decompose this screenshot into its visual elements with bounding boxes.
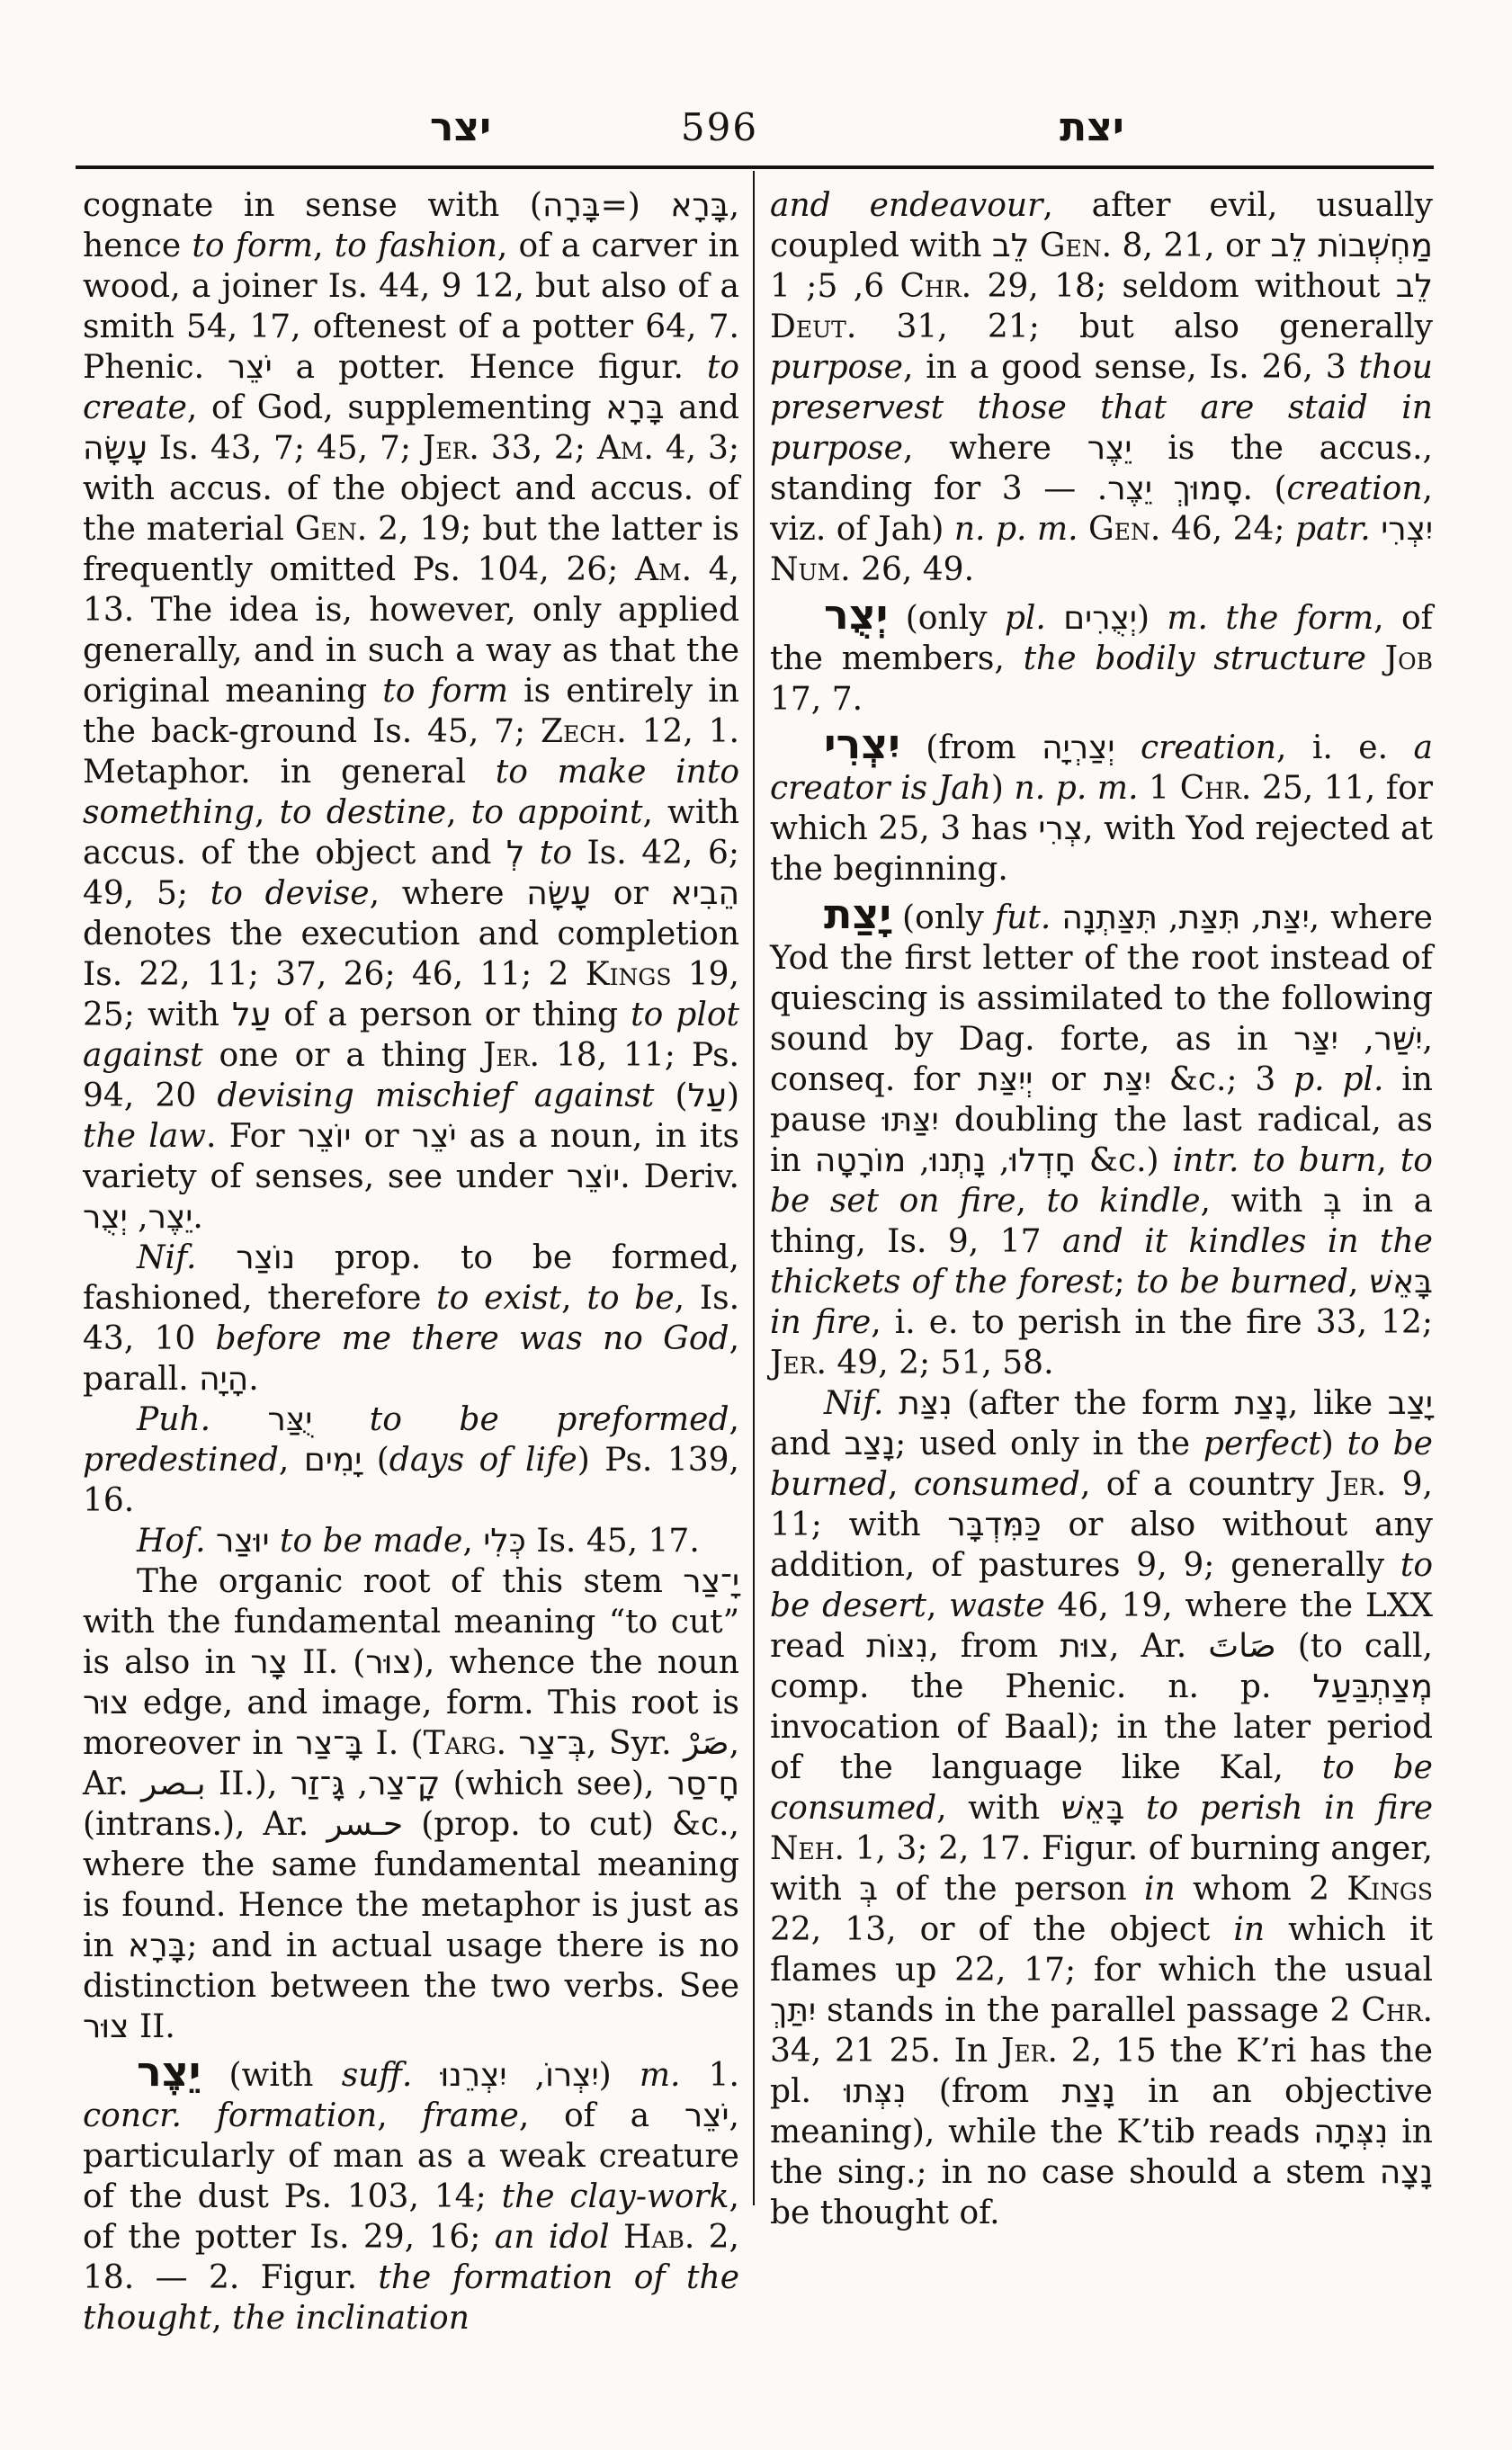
paragraph-continuation: cognate in sense with בָּרָא (=בָּרָה), hence to form, to fashion, of a carver in wood, a joiner Is. 44, 9 12, but also of a smith 54, 17, oftenest of a potter 64, 7. Phenic. יֹצֵר a potter. Hence figur. to create, of God, supplementing בָּרָא and עָשָׂה Is. 43, 7; 45, 7; Jer. 33, 2; Am. 4, 3; with accus. of the object and accus. of the material Gen. 2, 19; but the latter is frequently omitted Ps. 104, 26; Am. 4, 13. The idea is, however, only applied generally, and in such a way as that the original meaning to form is entirely in the back-ground Is. 45, 7; Zech. 12, 1. Metaphor. in general to make into something, to destine, to appoint, with accus. of the object and לְ to Is. 42, 6; 49, 5; to devise, where עָשָׂה or הֵבִיא denotes the execution and completion Is. 22, 11; 37, 26; 46, 11; 2 Kings 19, 25; with עַל of a person or thing to plot against one or a thing Jer. 18, 11; Ps. 94, 20 devising mischief against (עַל) the law. For יוֹצֵר or יֹצֵר as a noun, in its variety of senses, see under יוֹצֵר. Deriv. יֵצֶר, יְצֻר. <box>83 187 740 1236</box>
left-column <box>83 185 739 2338</box>
paragraph-pual: Puh. יֻצַּר to be preformed, predestined, יָמִים (days of life) Ps. 139, 16. <box>83 1401 739 1519</box>
running-head <box>0 101 1512 164</box>
paragraph-hophal: Hof. יוּצַר to be made, כְּלִי Is. 45, 17. <box>137 1523 700 1560</box>
paragraph-niphal-yatsath: Nif. נִצַּת (after the form נָצַת, like יָצַב and נָצַב; used only in the perfect) to be burned, consumed, of a country Jer. 9, 11; with כַּמִּדְבָּר or also without any addition, of pastures 9, 9; generally to be desert, waste 46, 19, where the LXX read נִצּוֹת, from צוּת, Ar. صَاتَ (to call, comp. the Phenic. n. p. מְצַתְבַּעַל invocation of Baal); in the later period of the language like Kal, to be consumed, with בָּאֵשׁ to perish in fire Neh. 1, 3; 2, 17. Figur. of burning anger, with בְּ of the person in whom 2 Kings 22, 13, or of the object in which it flames up 22, 17; for which the usual יִתַּךְ stands in the parallel passage 2 Chr. 34, 21 25. In Jer. 2, 15 the K’ri has the pl. נִצְּתוּ (from נָצַת in an objective meaning), while the K’tib reads נִצְּתָה in the sing.; in no case should a stem נָצָה be thought of. <box>770 1385 1434 2231</box>
entry-paragraph-yetser: יֵצֶר (with suff. יִצְרוֹ, יִצְרֵנוּ) m. 1. concr. formation, frame, of a יֹצֵר, particularly of man as a weak creature of the dust Ps. 103, 14; the clay-work, of the potter Is. 29, 16; an idol Hab. 2, 18. — 2. Figur. the formation of the thought, the inclination <box>83 2047 740 2337</box>
entry-paragraph-yatsath: יָצַת (only fut. יִצַּת, תִּצַּת, תִּצַּתְנָה, where Yod the first letter of the root instead of quiescing is assimilated to the following sound by Dag. forte, as in יִשַּׁר, יִצַּר, conseq. for יְיִצַּת or יִצַּת &c.; 3 p. pl. in pause יִצַּתּוּ doubling the last radical, as in חָדְלוּ, נָתְנוּ, מוֹרָטָה &c.) intr. to burn, to be set on fire, to kindle, with בְּ in a thing, Is. 9, 17 and it kindles in the thickets of the forest; to be burned, בָּאֵשׁ in fire, i. e. to perish in the fire 33, 12; Jer. 49, 2; 51, 58. <box>770 890 1434 1381</box>
page-number: 596 <box>680 105 759 149</box>
header-keyword-left: יצר <box>429 104 492 150</box>
paragraph-root-discussion: The organic root of this stem יָ־צַר with the fundamental meaning “to cut” is also in צָר II. (צוּר), whence the noun צוּר edge, and image, form. This root is moreover in בָּ־צַר I. (Targ. בְּ־צַר, Syr. صَرْ, Ar. بـصر II.), קָ־צַר, גָּ־זַר (which see), חָ־סַר (intrans.), Ar. حـسر (prop. to cut) &c., where the same fundamental meaning is found. Hence the metaphor is just as in בָּרָא; and in actual usage there is no distinction between the two verbs. See צוּר II. <box>83 1563 740 2045</box>
header-rule <box>76 165 1434 169</box>
header-keyword-right: יצת <box>1060 104 1124 150</box>
right-column <box>770 185 1433 2233</box>
entry-paragraph-yitsri: יִצְרִי (from יְצַרְיָה creation, i. e. a creator is Jah) n. p. m. 1 Chr. 25, 11, for which 25, 3 has צְרִי, with Yod rejected at the beginning. <box>770 720 1433 888</box>
paragraph-niphal: Nif. נוֹצַר prop. to be formed, fashioned, therefore to exist, to be, Is. 43, 10 before me there was no God, parall. הָיָה. <box>83 1239 740 1398</box>
column-divider-rule <box>753 171 755 2205</box>
paragraph-continuation: and endeavour, after evil, usually coupled with לֵב Gen. 8, 21, or מַחְשְׁבוֹת לֵב 6, 5; 1 Chr. 29, 18; seldom without לֵב Deut. 31, 21; but also generally purpose, in a good sense, Is. 26, 3 thou preservest those that are staid in purpose, where יֵצֶר is the accus., standing for סָמוּךְ יֵצֶר. — 3. (creation, viz. of Jah) n. p. m. Gen. 46, 24; patr. יִצְרִי Num. 26, 49. <box>770 187 1433 588</box>
entry-paragraph-yetsur: יְצֻר (only pl. יְצֻרִים) m. the form, of the members, the bodily structure Job 17, 7. <box>770 590 1433 718</box>
